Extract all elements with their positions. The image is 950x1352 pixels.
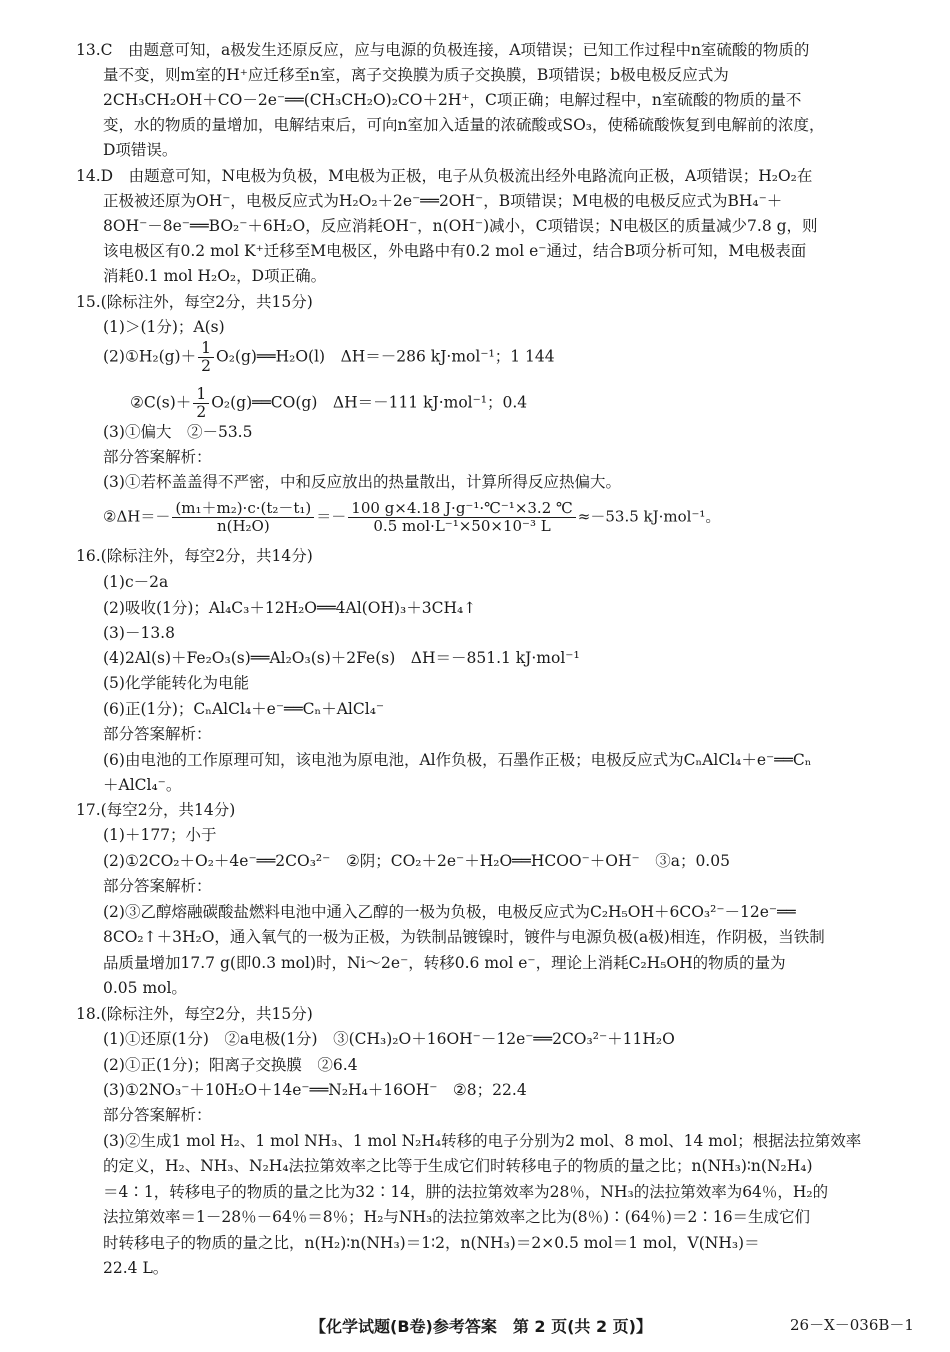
text-line: D项错误。 xyxy=(103,141,178,159)
analysis-header: 部分答案解析： xyxy=(103,725,212,743)
text-line: (3)①偏大 ②－53.5 xyxy=(103,423,253,441)
page-footer-title: 【化学试题(B卷)参考答案 第 2 页(共 2 页)】 xyxy=(310,1317,652,1336)
equation-text: (2)①H₂(g)＋ xyxy=(103,347,197,366)
fraction xyxy=(198,340,214,375)
question-header: 15.(除标注外，每空2分，共15分) xyxy=(76,293,313,311)
text-line: 法拉第效率＝1－28％－64％＝8％；H₂与NH₃的法拉第效率之比为(8％)∶(64％)＝2∶16＝生成它们 xyxy=(103,1208,811,1226)
numerator: 1 xyxy=(198,340,214,358)
paper-code: 26－X－036B－1 xyxy=(790,1316,914,1334)
text-line: 品质量增加17.7 g(即0.3 mol)时，Ni～2e⁻，转移0.6 mol e⁻，理论上消耗C₂H₅OH的物质的量为 xyxy=(103,954,786,972)
text-line: 该电极区有0.2 mol K⁺迁移至M电极区，外电路中有0.2 mol e⁻通过，结合B项分析可知，M电极表面 xyxy=(103,242,807,260)
denominator: n(H₂O) xyxy=(216,517,270,535)
equation-text: ≈－53.5 kJ·mol⁻¹。 xyxy=(577,507,721,526)
equation-text: ＝－ xyxy=(316,507,347,526)
text-line: 22.4 L。 xyxy=(103,1259,169,1277)
text-line: (6)由电池的工作原理可知，该电池为原电池，Al作负极，石墨作正极；电极反应式为CₙAlCl₄＋e⁻══Cₙ xyxy=(103,751,812,769)
text-line: ＝4∶1，转移电子的物质的量之比为32∶14，肼的法拉第效率为28％，NH₃的法拉第效率为64％，H₂的 xyxy=(103,1183,829,1201)
question-header: 18.(除标注外，每空2分，共15分) xyxy=(76,1005,313,1023)
text-line: 8OH⁻－8e⁻══BO₂⁻＋6H₂O，反应消耗OH⁻，n(OH⁻)减小，C项错误；N电极区的质量减少7.8 g，则 xyxy=(103,217,818,235)
text-line: ＋AlCl₄⁻。 xyxy=(103,776,182,794)
fraction xyxy=(193,386,209,421)
text-line: (4)2Al(s)＋Fe₂O₃(s)══Al₂O₃(s)＋2Fe(s) ΔH＝－851.1 kJ·mol⁻¹ xyxy=(103,649,580,667)
text-line: 正极被还原为OH⁻，电极反应式为H₂O₂＋2e⁻══2OH⁻，B项错误；M电极的电极反应式为BH₄⁻＋ xyxy=(103,192,783,210)
text-line: 0.05 mol。 xyxy=(103,979,187,997)
text-line: (3)－13.8 xyxy=(103,624,175,642)
fraction xyxy=(172,500,314,535)
fraction xyxy=(348,500,576,535)
text-line: (3)①2NO₃⁻＋10H₂O＋14e⁻══N₂H₄＋16OH⁻ ②8；22.4 xyxy=(103,1081,527,1099)
text-line: (2)①2CO₂＋O₂＋4e⁻══2CO₃²⁻ ②阴；CO₂＋2e⁻＋H₂O══HCOO⁻＋OH⁻ ③a；0.05 xyxy=(103,852,730,870)
equation-text: ②C(s)＋ xyxy=(130,393,192,412)
text-line: (3)②生成1 mol H₂、1 mol NH₃、1 mol N₂H₄转移的电子分别为2 mol、8 mol、14 mol；根据法拉第效率 xyxy=(103,1132,862,1150)
numerator: 1 xyxy=(193,386,209,404)
equation-text: O₂(g)══CO(g) ΔH＝－111 kJ·mol⁻¹；0.4 xyxy=(211,393,528,412)
text-line: 的定义，H₂、NH₃、N₂H₄法拉第效率之比等于生成它们时转移电子的物质的量之比；n(NH₃)∶n(N₂H₄) xyxy=(103,1157,813,1175)
text-line: 13.C 由题意可知，a极发生还原反应，应与电源的负极连接，A项错误；已知工作过程中n室硫酸的物质的 xyxy=(76,41,810,59)
text-line: (1)c－2a xyxy=(103,573,169,591)
denominator: 2 xyxy=(201,357,211,375)
question-header: 17.(每空2分，共14分) xyxy=(76,801,236,819)
text-line: (1)①还原(1分) ②a电极(1分) ③(CH₃)₂O＋16OH⁻－12e⁻══2CO₃²⁻＋11H₂O xyxy=(103,1030,675,1048)
text-line: 时转移电子的物质的量之比，n(H₂)∶n(NH₃)＝1∶2，n(NH₃)＝2×0.5 mol＝1 mol，V(NH₃)＝ xyxy=(103,1234,760,1252)
text-line: (2)吸收(1分)；Al₄C₃＋12H₂O══4Al(OH)₃＋3CH₄↑ xyxy=(103,599,477,617)
question-header: 16.(除标注外，每空2分，共14分) xyxy=(76,547,313,565)
text-line: (2)①正(1分)；阳离子交换膜 ②6.4 xyxy=(103,1056,358,1074)
text-line: (2)③乙醇熔融碳酸盐燃料电池中通入乙醇的一极为负极，电极反应式为C₂H₅OH＋6CO₃²⁻－12e⁻══ xyxy=(103,903,796,921)
analysis-header: 部分答案解析： xyxy=(103,448,212,466)
numerator: 100 g×4.18 J·g⁻¹·℃⁻¹×3.2 ℃ xyxy=(348,500,576,518)
numerator: (m₁＋m₂)·c·(t₂－t₁) xyxy=(172,500,314,518)
equation-text: ②ΔH＝－ xyxy=(103,507,171,526)
equation-line xyxy=(130,386,527,421)
text-line: 变，水的物质的量增加，电解结束后，可向n室加入适量的浓硫酸或SO₃，使稀硫酸恢复到电解前的浓度， xyxy=(103,116,825,134)
text-line: 2CH₃CH₂OH＋CO－2e⁻══(CH₃CH₂O)₂CO＋2H⁺，C项正确；电解过程中，n室硫酸的物质的量不 xyxy=(103,91,802,109)
analysis-header: 部分答案解析： xyxy=(103,877,212,895)
analysis-header: 部分答案解析： xyxy=(103,1106,212,1124)
text-line: (1)＋177；小于 xyxy=(103,826,217,844)
text-line: (6)正(1分)；CₙAlCl₄＋e⁻══Cₙ＋AlCl₄⁻ xyxy=(103,700,385,718)
text-line: 14.D 由题意可知，N电极为负极，M电极为正极，电子从负极流出经外电路流向正极，A项错误；H₂O₂在 xyxy=(76,167,813,185)
denominator: 0.5 mol·L⁻¹×50×10⁻³ L xyxy=(373,517,551,535)
text-line: (3)①若杯盖盖得不严密，中和反应放出的热量散出，计算所得反应热偏大。 xyxy=(103,473,621,491)
denominator: 2 xyxy=(196,403,207,421)
equation-line xyxy=(103,500,720,535)
equation-text: O₂(g)══H₂O(l) ΔH＝－286 kJ·mol⁻¹；1 144 xyxy=(215,347,555,366)
text-line: 8CO₂↑＋3H₂O，通入氧气的一极为正极，为铁制品镀镍时，镀件与电源负极(a极)相连，作阴极，当铁制 xyxy=(103,928,825,946)
text-line: (5)化学能转化为电能 xyxy=(103,674,249,692)
text-line: 量不变，则m室的H⁺应迁移至n室，离子交换膜为质子交换膜，B项错误；b极电极反应式为 xyxy=(103,66,729,84)
text-line: 消耗0.1 mol H₂O₂，D项正确。 xyxy=(103,267,327,285)
equation-line xyxy=(103,340,555,375)
text-line: (1)＞(1分)；A(s) xyxy=(103,318,225,336)
